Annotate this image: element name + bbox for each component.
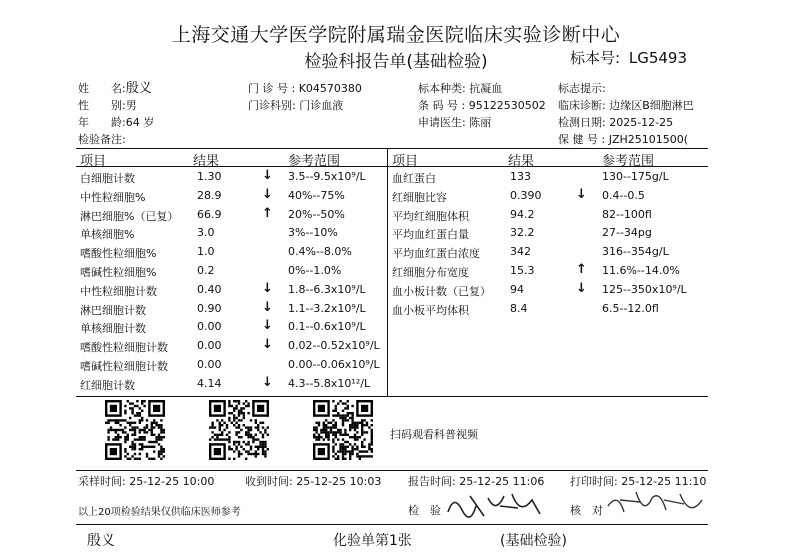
row-result-value: 28.9 — [197, 188, 222, 202]
patient-col-1 — [78, 80, 154, 148]
row-item-name: 白细胞计数 — [80, 172, 135, 185]
result-note: 以上20项检验结果仅供临床医师参考 — [78, 507, 241, 518]
row-reference-range: 0.02--0.52x10⁹/L — [288, 339, 380, 353]
row-result-value: 15.3 — [510, 264, 535, 277]
patient-name: 殷义 — [125, 81, 152, 96]
row-result-value: 0.90 — [197, 301, 222, 315]
row-result-value: 0.390 — [510, 188, 542, 202]
row-result-value: 342 — [510, 245, 531, 259]
row-reference-range: 3%--10% — [288, 226, 338, 240]
row-item-name: 嗜碱性粒细胞计数 — [80, 360, 168, 373]
row-result-value: 94 — [510, 282, 524, 296]
row-item-name: 中性粒细胞% — [80, 190, 146, 204]
row-flag-arrow: ↓ — [262, 186, 273, 202]
row-result-value: 8.4 — [510, 301, 528, 315]
row-item-name: 血红蛋白 — [392, 172, 436, 185]
row-item-name: 淋巴细胞%（已复） — [80, 209, 179, 223]
report-time-label: 报告时间: — [408, 475, 456, 488]
flag-label: 标志提示: — [558, 82, 606, 95]
print-time-value: 25-12-25 11:10 — [621, 475, 707, 488]
insurance-no: JZH25101500( — [608, 133, 689, 146]
age-label: 年 龄: — [78, 116, 126, 129]
hospital-title: 上海交通大学医学院附属瑞金医院临床实验诊断中心 — [171, 24, 621, 46]
row-reference-range: 0.00--0.06x10⁹/L — [288, 358, 380, 371]
clinic-no: K04570380 — [298, 82, 362, 95]
row-flag-arrow: ↑ — [262, 205, 273, 221]
receive-time-value: 25-12-25 10:03 — [296, 475, 382, 488]
table-bottom-rule — [76, 396, 708, 397]
specimen-number — [570, 47, 687, 68]
row-result-value: 94.2 — [510, 207, 535, 221]
specimen-type: 抗凝血 — [469, 82, 503, 95]
patient-age: 64 岁 — [125, 116, 155, 129]
row-reference-range: 6.5--12.0fl — [602, 301, 659, 315]
row-reference-range: 4.3--5.8x10¹²/L — [288, 376, 371, 390]
right-header-ref: 参考范围 — [602, 154, 655, 169]
row-reference-range: 20%--50% — [288, 207, 345, 221]
specimen-type-label: 标本种类: — [418, 82, 466, 95]
row-result-value: 32.2 — [510, 226, 535, 240]
row-item-name: 淋巴细胞计数 — [80, 303, 146, 317]
collect-time-label: 采样时间: — [78, 475, 126, 488]
row-flag-arrow: ↓ — [576, 280, 587, 296]
sex-label: 性 别: — [78, 99, 126, 112]
row-item-name: 单核细胞% — [80, 228, 135, 242]
remark-label: 检验备注: — [78, 133, 126, 146]
row-item-name: 红细胞分布宽度 — [392, 266, 469, 279]
dept: 门诊血液 — [299, 99, 344, 112]
row-flag-arrow: ↓ — [262, 318, 273, 334]
footer-rule — [76, 524, 708, 525]
patient-col-2 — [248, 80, 362, 114]
patient-col-3 — [418, 80, 546, 131]
patient-sex: 男 — [125, 99, 137, 112]
barcode-label: 条 码 号 : — [418, 99, 466, 112]
row-result-value: 0.00 — [197, 320, 222, 334]
right-header-item: 项目 — [392, 154, 419, 169]
checker-label: 核 对 — [570, 504, 603, 517]
specimen-number-value: LG5493 — [628, 49, 687, 67]
row-reference-range: 0%--1.0% — [288, 264, 342, 277]
collect-time-value: 25-12-25 10:00 — [129, 475, 215, 488]
doctor: 陈丽 — [469, 116, 492, 129]
row-flag-arrow: ↓ — [262, 280, 273, 296]
tester-signature — [440, 486, 550, 524]
receive-time — [245, 473, 381, 490]
row-reference-range: 82--100fl — [602, 207, 652, 221]
row-result-value: 66.9 — [197, 207, 222, 221]
report-time-value: 25-12-25 11:06 — [459, 475, 545, 488]
qr-code-1[interactable] — [105, 400, 165, 460]
clinic-no-label: 门 诊 号 : — [248, 82, 296, 95]
qr-code-2[interactable] — [209, 400, 269, 460]
row-item-name: 红细胞计数 — [80, 378, 135, 392]
table-divider — [387, 148, 388, 396]
row-reference-range: 0.4%--8.0% — [288, 245, 352, 259]
left-header-item: 项目 — [80, 154, 107, 169]
row-item-name: 血小板计数（已复） — [392, 284, 491, 298]
row-reference-range: 130--175g/L — [602, 170, 669, 183]
receive-time-label: 收到时间: — [245, 475, 293, 488]
footer-patient-name: 殷义 — [87, 533, 115, 549]
row-result-value: 4.14 — [197, 376, 222, 390]
qr-caption: 扫码观看科普视频 — [390, 428, 478, 441]
row-result-value: 1.30 — [197, 170, 222, 183]
row-item-name: 中性粒细胞计数 — [80, 284, 157, 298]
row-item-name: 单核细胞计数 — [80, 322, 146, 336]
row-reference-range: 0.1--0.6x10⁹/L — [288, 320, 366, 334]
row-item-name: 嗜碱性粒细胞% — [80, 266, 157, 279]
checker-signature — [600, 486, 710, 524]
barcode: 95122530502 — [468, 99, 546, 112]
row-reference-range: 0.4--0.5 — [602, 188, 645, 202]
row-result-value: 0.00 — [197, 358, 222, 371]
row-flag-arrow: ↓ — [262, 168, 273, 183]
row-reference-range: 27--34pg — [602, 226, 652, 240]
row-result-value: 1.0 — [197, 245, 215, 259]
row-reference-range: 316--354g/L — [602, 245, 669, 259]
row-item-name: 嗜酸性粒细胞计数 — [80, 341, 168, 355]
times-top-rule — [76, 470, 708, 471]
doctor-label: 申请医生: — [418, 116, 466, 129]
insurance-label: 保 健 号 : — [558, 133, 606, 146]
collect-time — [78, 473, 214, 490]
row-item-name: 平均血红蛋白量 — [392, 228, 469, 242]
footer-report-type: (基础检验) — [500, 533, 567, 549]
row-flag-arrow: ↓ — [262, 299, 273, 315]
row-flag-arrow: ↓ — [262, 337, 273, 353]
row-result-value: 0.00 — [197, 339, 222, 353]
row-item-name: 血小板平均体积 — [392, 303, 469, 317]
row-reference-range: 3.5--9.5x10⁹/L — [288, 170, 366, 183]
name-label: 姓 名: — [78, 82, 126, 95]
row-flag-arrow: ↓ — [262, 374, 273, 390]
dept-label: 门诊科别: — [248, 99, 296, 112]
table-top-rule — [76, 148, 708, 149]
patient-col-4 — [558, 80, 708, 148]
left-header-ref: 参考范围 — [288, 154, 341, 169]
diagnosis-label: 临床诊断: — [558, 99, 606, 112]
row-item-name: 嗜酸性粒细胞% — [80, 247, 157, 261]
row-reference-range: 11.6%--14.0% — [602, 264, 680, 277]
specimen-number-label: 标本号: — [570, 49, 621, 67]
row-item-name: 平均血红蛋白浓度 — [392, 247, 480, 261]
tester-label: 检 验 — [408, 504, 441, 517]
row-result-value: 3.0 — [197, 226, 215, 240]
row-reference-range: 40%--75% — [288, 188, 345, 202]
row-item-name: 平均红细胞体积 — [392, 209, 469, 223]
footer-sheet-no: 化验单第1张 — [333, 533, 412, 549]
row-item-name: 红细胞比容 — [392, 190, 447, 204]
diagnosis: 边缘区B细胞淋巴 — [609, 99, 694, 112]
qr-code-3[interactable] — [313, 400, 373, 460]
row-result-value: 0.40 — [197, 282, 222, 296]
report-title: 检验科报告单(基础检验) — [304, 52, 488, 72]
left-header-result: 结果 — [193, 154, 220, 169]
row-reference-range: 1.1--3.2x10⁹/L — [288, 301, 366, 315]
row-reference-range: 125--350x10⁹/L — [602, 282, 687, 296]
print-time-label: 打印时间: — [570, 475, 618, 488]
row-result-value: 0.2 — [197, 264, 215, 277]
test-date: 2025-12-25 — [609, 116, 674, 129]
row-result-value: 133 — [510, 170, 531, 183]
right-header-result: 结果 — [508, 154, 535, 169]
row-flag-arrow: ↓ — [576, 186, 587, 202]
row-reference-range: 1.8--6.3x10⁹/L — [288, 282, 366, 296]
test-date-label: 检测日期: — [558, 116, 606, 129]
row-flag-arrow: ↑ — [576, 262, 587, 277]
